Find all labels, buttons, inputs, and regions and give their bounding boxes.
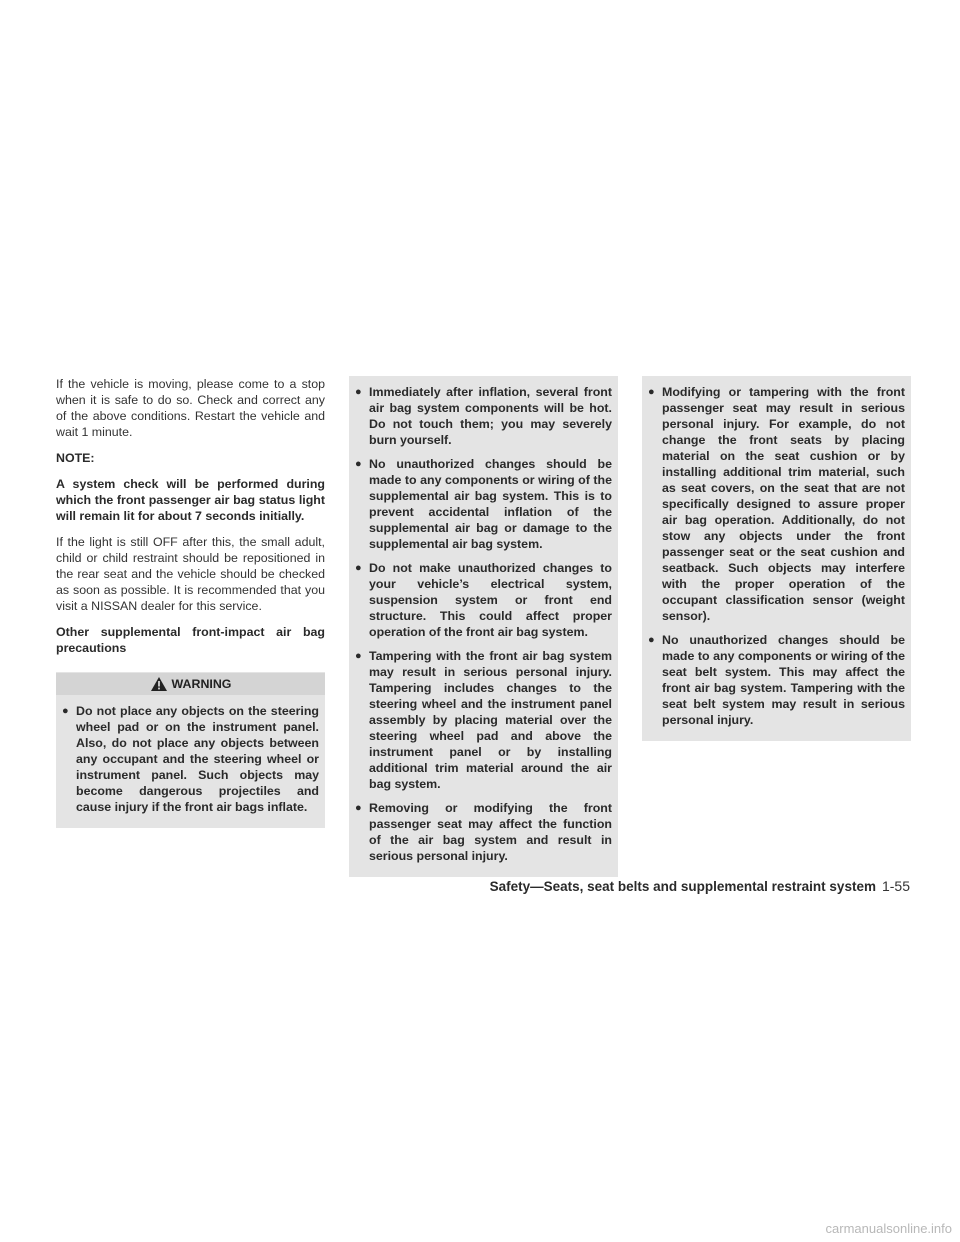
column-1 — [56, 376, 325, 828]
list-item — [62, 703, 319, 815]
watermark: carmanualsonline.info — [825, 1221, 952, 1236]
bullet-icon: ● — [62, 705, 69, 717]
list-item — [355, 800, 612, 864]
list-item-text: Immediately after inflation, several front air bag system components will be hot. Do not touch them; you may severely burn yourself. — [369, 385, 612, 447]
reposition-paragraph: If the light is still OFF after this, the small adult, child or child restraint should be repositioned in the rear seat and the vehicle should be checked as soon as possible. It is recommended that you visit a NISSAN dealer for this service. — [56, 535, 325, 613]
bullet-icon: ● — [355, 802, 362, 814]
note-text: A system check will be performed during which the front passenger air bag status light will remain lit for about 7 seconds initially. — [56, 477, 325, 523]
list-item-text: Tampering with the front air bag system may result in serious personal injury. Tampering includes changes to the steering wheel and the instrument panel assembly by placing material over the steering wheel pad and above the instrument panel or by installing additional trim material around the air bag system. — [369, 649, 612, 791]
bullet-icon: ● — [648, 634, 655, 646]
list-item-text: Do not make unauthorized changes to your vehicle’s electrical system, suspension system or front end structure. This could affect proper operation of the front air bag system. — [369, 561, 612, 639]
list-item — [648, 632, 905, 728]
bullet-icon: ● — [355, 650, 362, 662]
bullet-icon: ● — [355, 386, 362, 398]
warning-title: WARNING — [171, 677, 232, 691]
section-title: Safety—Seats, seat belts and supplemental restraint system — [489, 879, 876, 894]
warning-triangle-icon — [150, 676, 168, 692]
list-item — [355, 456, 612, 552]
bullet-icon: ● — [355, 458, 362, 470]
list-item-text: Modifying or tampering with the front passenger seat may result in serious personal injury. For example, do not change the front seats by placing material on the seat cushion or by installing additional trim material, such as seat covers, on the seat that are not specifically designed to assure proper air bag operation. Additionally, do not stow any objects under the front passenger seat or the seat cushion and seatback. Such objects may interfere with the proper operation of the occupant classification sensor (weight sensor). — [662, 385, 905, 623]
column-3 — [642, 376, 911, 741]
note-label: NOTE: — [56, 451, 95, 465]
precautions-subheading: Other supplemental front-impact air bag precautions — [56, 625, 325, 655]
page-footer — [490, 878, 910, 894]
bullet-icon: ● — [355, 562, 362, 574]
list-item-text: Removing or modifying the front passenger seat may affect the function of the air bag system and result in serious personal injury. — [369, 801, 612, 863]
bullet-icon: ● — [648, 386, 655, 398]
warning-box-continued — [642, 376, 911, 741]
warning-box — [56, 672, 325, 828]
list-item-text: No unauthorized changes should be made to any components or wiring of the supplemental air bag system. This is to prevent accidental inflation of the supplemental air bag or damage to the supplemental air bag system. — [369, 457, 612, 551]
list-item — [355, 648, 612, 792]
intro-paragraph: If the vehicle is moving, please come to a stop when it is safe to do so. Check and correct any of the above conditions. Restart the vehicle and wait 1 minute. — [56, 377, 325, 439]
list-item — [355, 560, 612, 640]
list-item-text: Do not place any objects on the steering wheel pad or on the instrument panel. Also, do not place any objects between any occupant and the steering wheel or instrument panel. Such objects may become dangerous projectiles and cause injury if the front air bags inflate. — [76, 704, 319, 814]
column-2 — [349, 376, 618, 877]
list-item-text: No unauthorized changes should be made to any components or wiring of the seat belt system. This may affect the front air bag system. Tampering with the seat belt system may result in serious personal injury. — [662, 633, 905, 727]
page-number: 1-55 — [881, 878, 910, 894]
list-item — [648, 384, 905, 624]
list-item — [355, 384, 612, 448]
warning-box-continued — [349, 376, 618, 877]
warning-header — [56, 673, 325, 695]
